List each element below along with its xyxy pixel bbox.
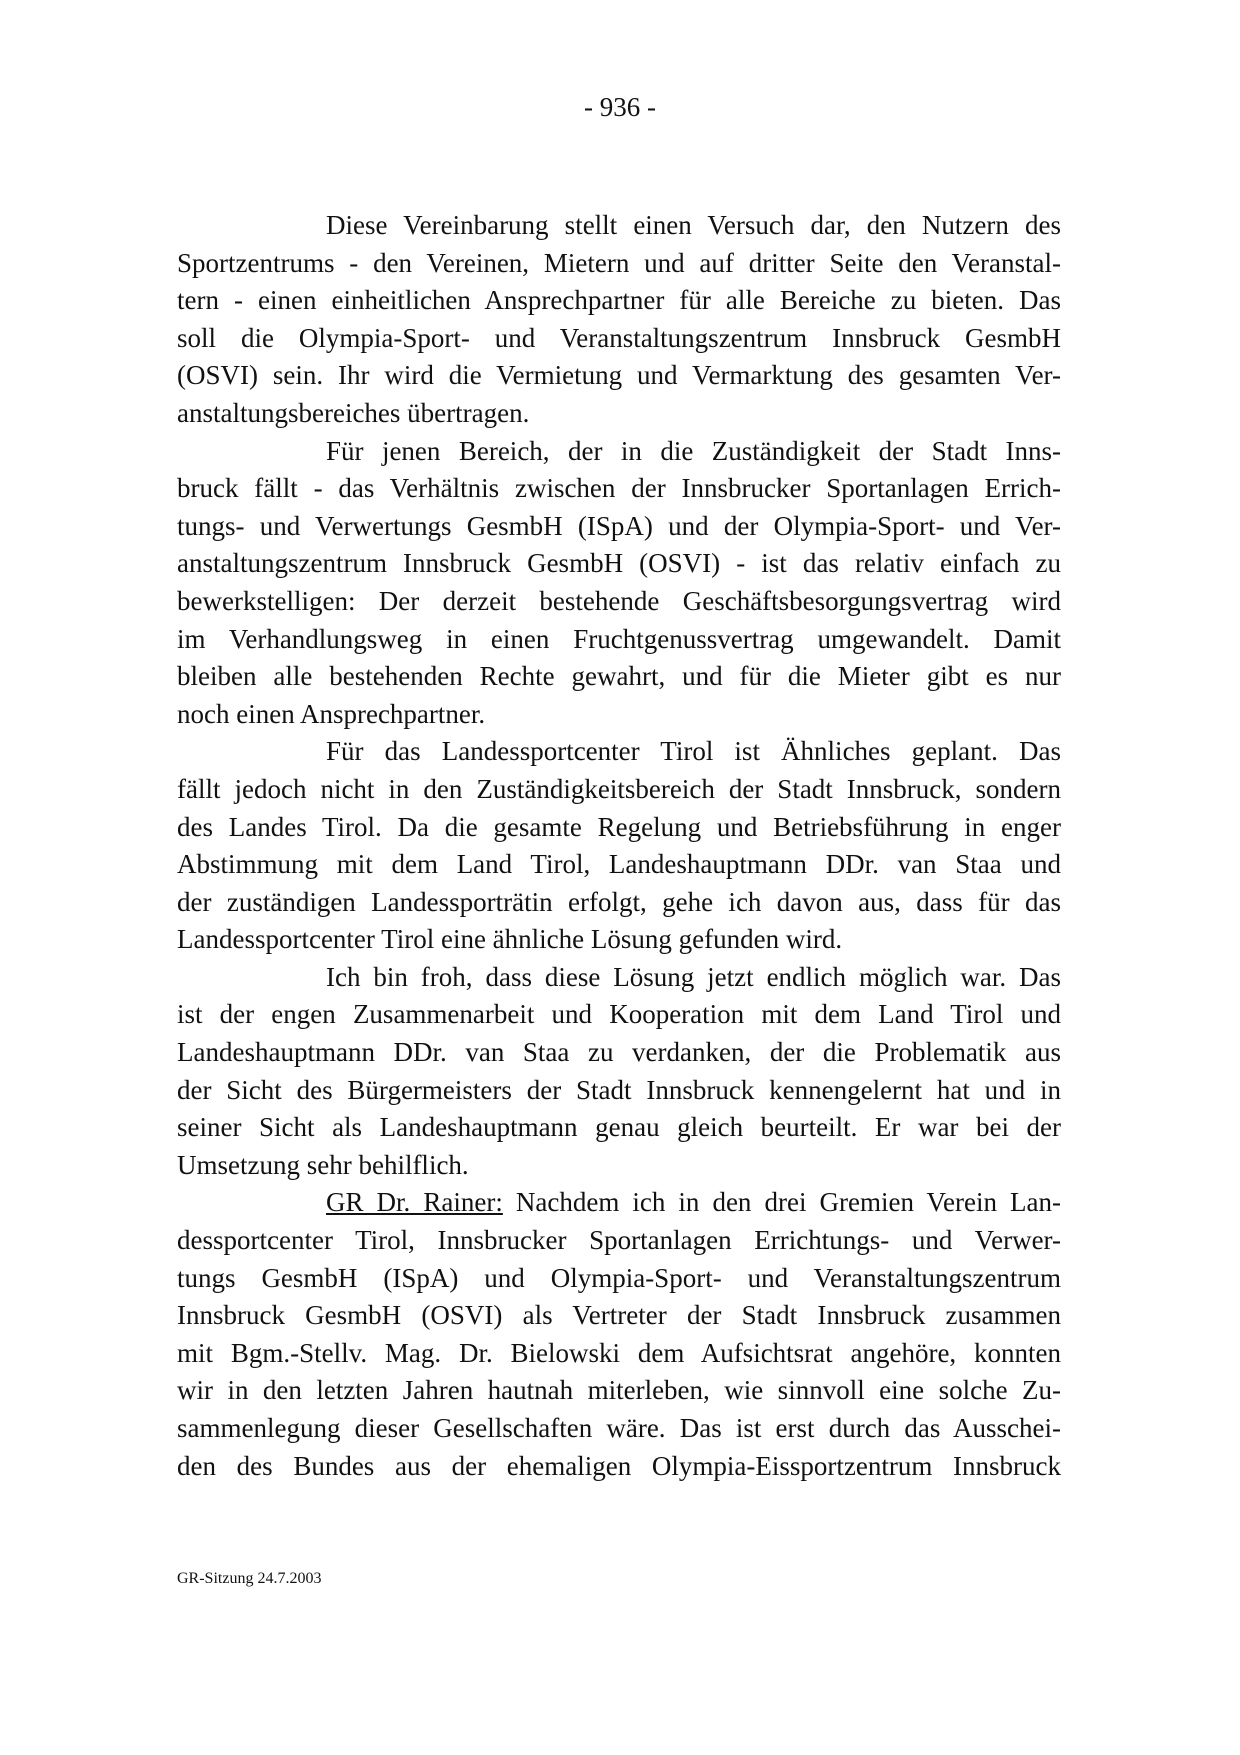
page-number: - 936 - [584,92,656,122]
text-line: soll die Olympia-Sport- und Veranstaltungszentrum Innsbruck GesmbH [177,322,1061,353]
text-line: tungs GesmbH (ISpA) und Olympia-Sport- und Veranstaltungszentrum [177,1262,1061,1293]
text-line: Umsetzung sehr behilflich. [177,1149,469,1180]
text-line: Ich bin froh, dass diese Lösung jetzt endlich möglich war. Das [326,961,1061,992]
footer-session-date: GR-Sitzung 24.7.2003 [177,1570,322,1587]
text-line: ist der engen Zusammenarbeit und Kooperation mit dem Land Tirol und [177,999,1061,1030]
text-line: sammenlegung dieser Gesellschaften wäre. Das ist erst durch das Ausschei- [177,1413,1061,1443]
text-line: des Landes Tirol. Da die gesamte Regelung und Betriebsführung in enger [177,811,1061,842]
text-line: bruck fällt - das Verhältnis zwischen der Innsbrucker Sportanlagen Errich- [177,473,1061,504]
text-line: fällt jedoch nicht in den Zuständigkeitsbereich der Stadt Innsbruck, sondern [177,773,1061,804]
text-line: bewerkstelligen: Der derzeit bestehende Geschäftsbesorgungsvertrag wird [177,585,1061,616]
text-line: Abstimmung mit dem Land Tirol, Landeshauptmann DDr. van Staa und [177,849,1061,880]
text-line: Für jenen Bereich, der in die Zuständigkeit der Stadt Inns- [326,435,1061,466]
text-line: im Verhandlungsweg in einen Fruchtgenussvertrag umgewandelt. Damit [177,623,1061,654]
text-line: Sportzentrums - den Vereinen, Mietern und auf dritter Seite den Veranstal- [177,247,1061,278]
text-line: mit Bgm.-Stellv. Mag. Dr. Bielowski dem Aufsichtsrat angehöre, konnten [177,1337,1061,1368]
text-line: (OSVI) sein. Ihr wird die Vermietung und Vermarktung des gesamten Ver- [177,360,1061,391]
speaker-line [177,1184,1061,1222]
text-line: seiner Sicht als Landeshauptmann genau gleich beurteilt. Er war bei der [177,1112,1061,1143]
text-line: der zuständigen Landessporträtin erfolgt, gehe ich davon aus, dass für das [177,886,1061,917]
text-line: tungs- und Verwertungs GesmbH (ISpA) und der Olympia-Sport- und Ver- [177,510,1061,541]
text-line: Landessportcenter Tirol eine ähnliche Lösung gefunden wird. [177,924,843,955]
text-line: Innsbruck GesmbH (OSVI) als Vertreter der Stadt Innsbruck zusammen [177,1300,1061,1331]
text-line: tern - einen einheitlichen Ansprechpartner für alle Bereiche zu bieten. Das [177,285,1061,316]
text-line: noch einen Ansprechpartner. [177,698,486,729]
text-line: den des Bundes aus der ehemaligen Olympia-Eissportzentrum Innsbruck [177,1450,1061,1481]
text-line: bleiben alle bestehenden Rechte gewahrt, und für die Mieter gibt es nur [177,661,1061,692]
text-line: anstaltungszentrum Innsbruck GesmbH (OSVI) - ist das relativ einfach zu [177,548,1061,579]
text-line: der Sicht des Bürgermeisters der Stadt Innsbruck kennengelernt hat und in [177,1074,1061,1105]
speaker-name: GR Dr. Rainer: [326,1187,503,1218]
body-text [177,207,1061,1485]
text-line: Diese Vereinbarung stellt einen Versuch dar, den Nutzern des [326,210,1061,240]
text-line: Für das Landessportcenter Tirol ist Ähnliches geplant. Das [326,736,1061,767]
text-line: anstaltungsbereiches übertragen. [177,397,530,428]
speaker-text: Nachdem ich in den drei Gremien Verein Lan- [502,1187,1061,1218]
text-line: dessportcenter Tirol, Innsbrucker Sportanlagen Errichtungs- und Verwer- [177,1225,1061,1256]
text-line: wir in den letzten Jahren hautnah miterleben, wie sinnvoll eine solche Zu- [177,1375,1061,1406]
text-line: Landeshauptmann DDr. van Staa zu verdanken, der die Problematik aus [177,1037,1061,1068]
